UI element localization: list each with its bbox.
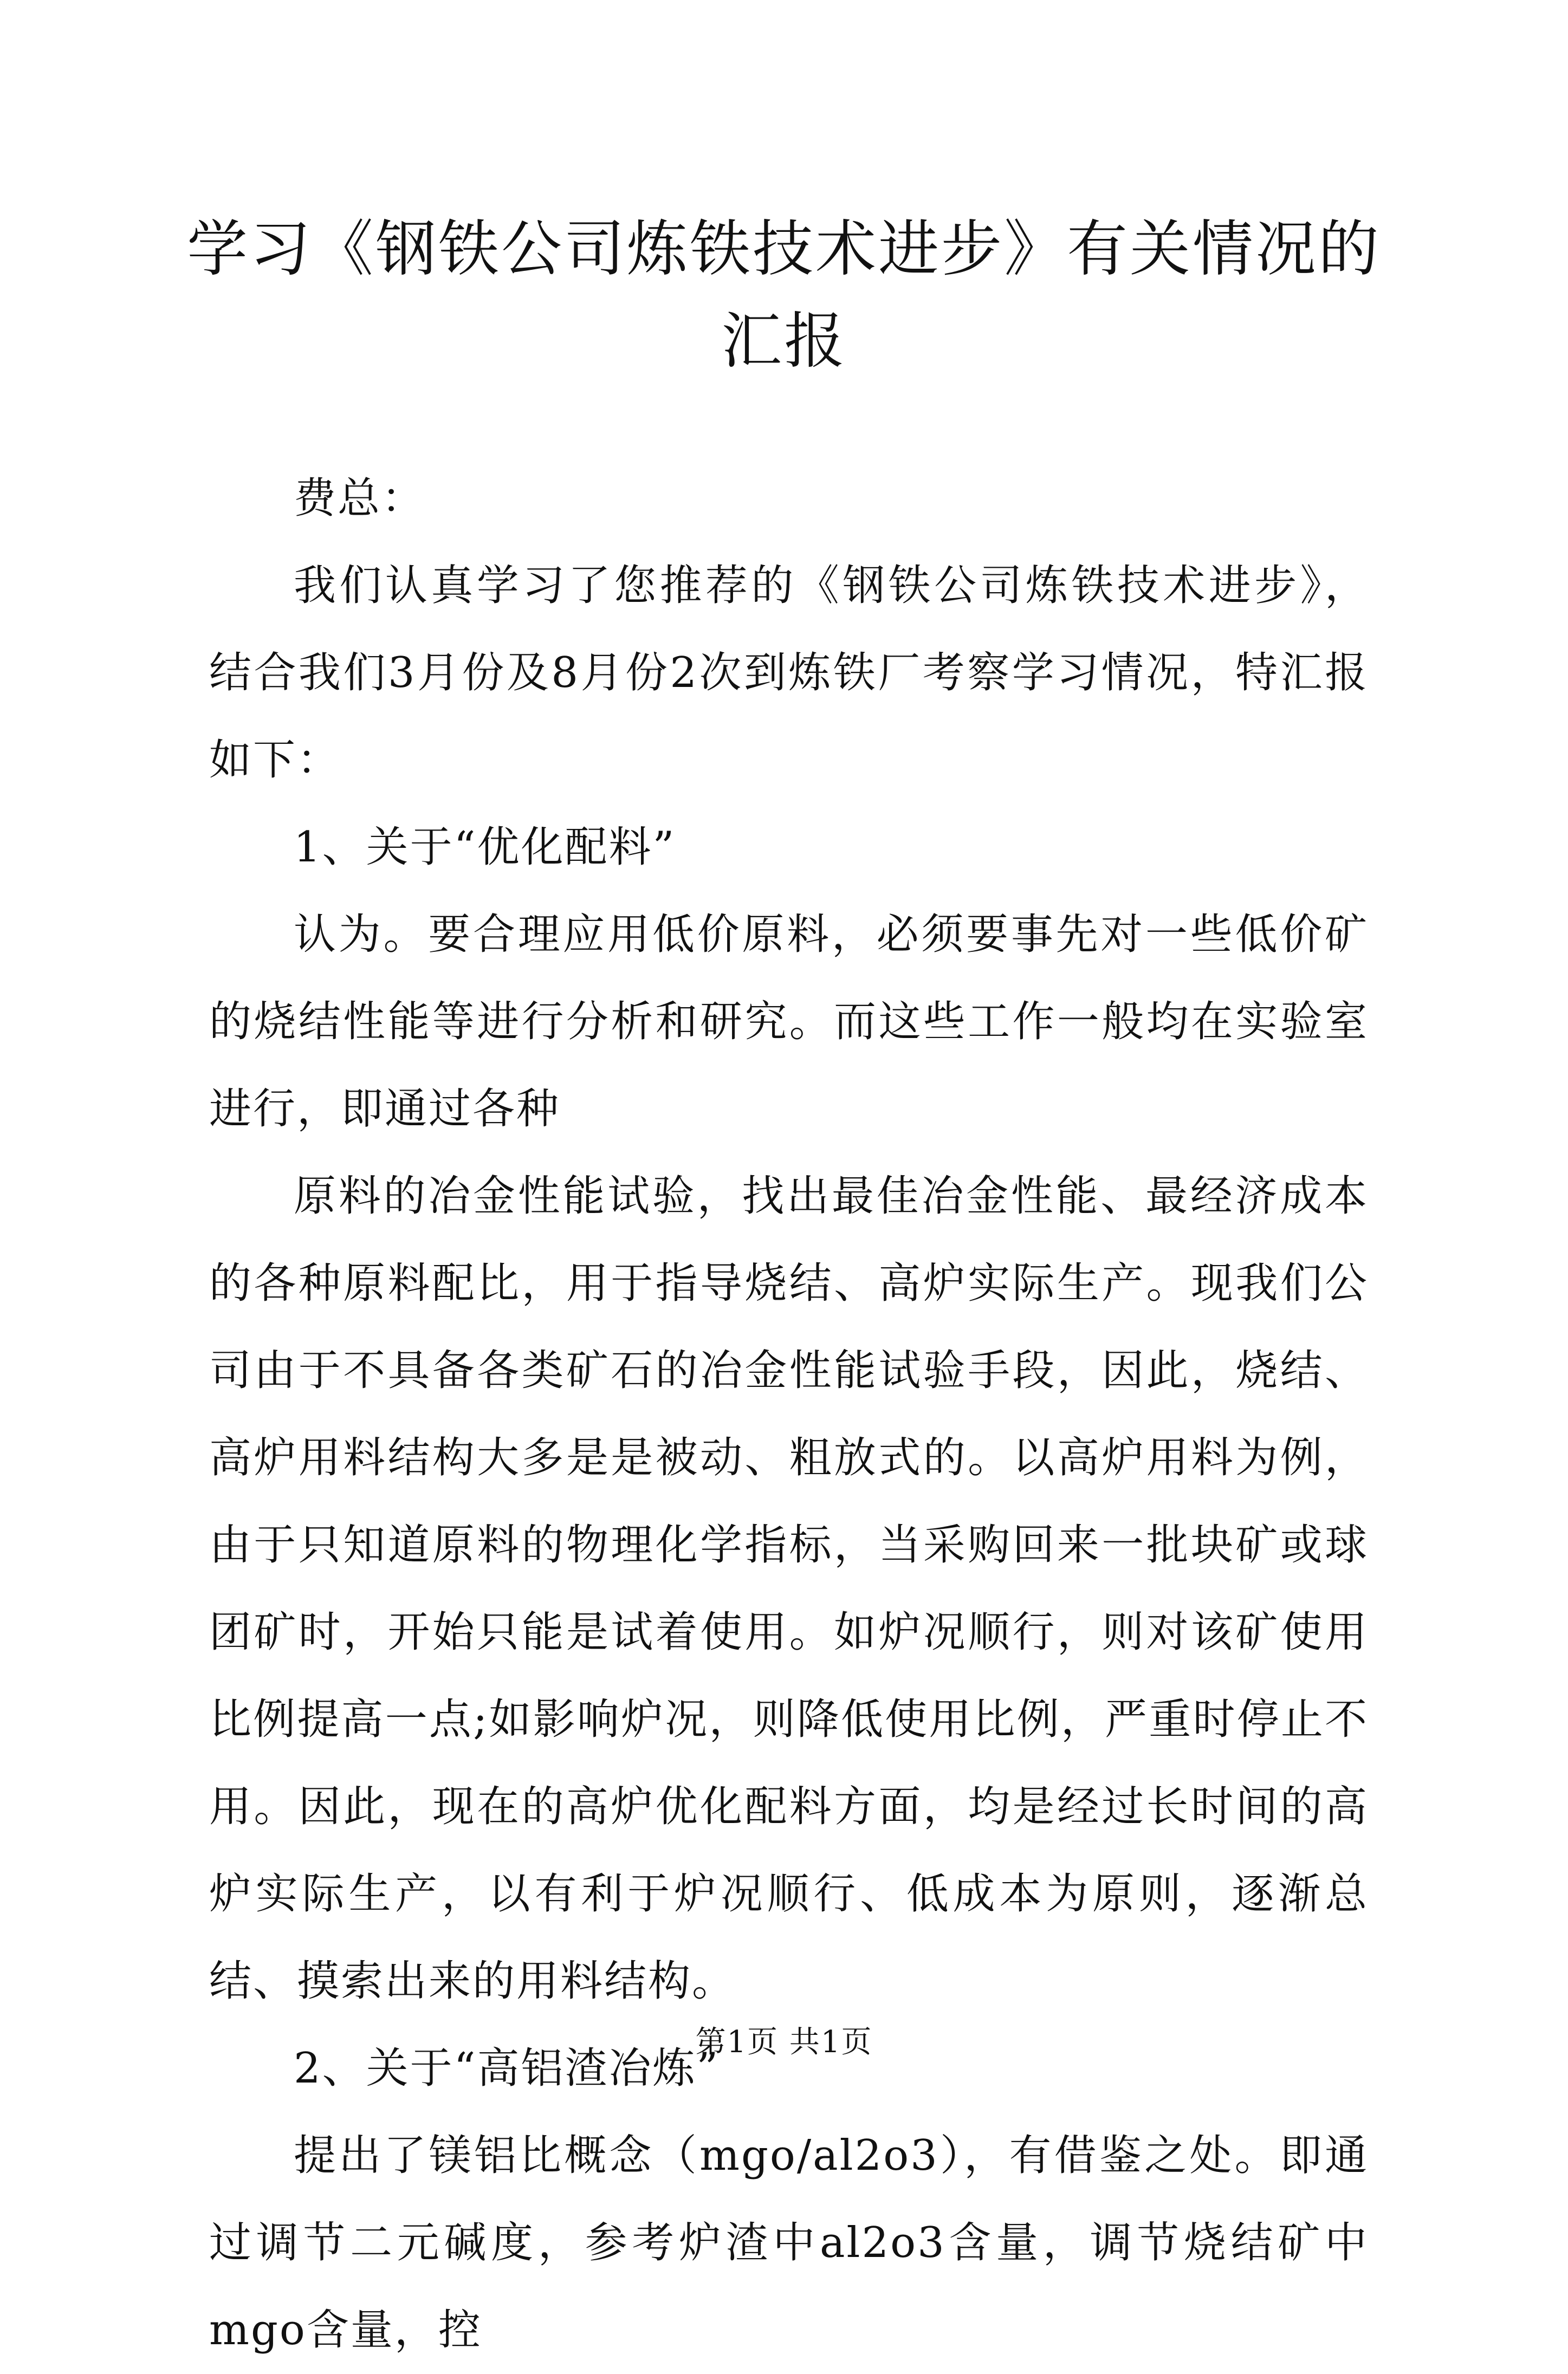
- paragraph-intro: 我们认真学习了您推荐的《钢铁公司炼铁技术进步》，结合我们3月份及8月份2次到炼铁厂考察学习情况，特汇报如下：: [209, 561, 1369, 784]
- page-footer: 第1页 共1页: [695, 2025, 873, 2060]
- document-title: 学习《钢铁公司炼铁技术进步》有关情况的汇报: [187, 214, 1381, 377]
- paragraph-2a: 提出了镁铝比概念（mgo/al2o3），有借鉴之处。即通过调节二元碱度，参考炉渣中al2o3含量，调节烧结矿中mgo含量，控: [209, 2131, 1369, 2354]
- paragraph-1b: 原料的冶金性能试验，找出最佳冶金性能、最经济成本的各种原料配比，用于指导烧结、高炉实际生产。现我们公司由于不具备各类矿石的冶金性能试验手段，因此，烧结、高炉用料结构大多是是被动、粗放式的。以高炉用料为例，由于只知道原料的物理化学指标，当采购回来一批块矿或球团矿时，开始只能是试着使用。如炉况顺行，则对该矿使用比例提高一点;如影响炉况，则降低使用比例，严重时停止不用。因此，现在的高炉优化配料方面，均是经过长时间的高炉实际生产，以有利于炉况顺行、低成本为原则，逐渐总结、摸索出来的用料结构。: [209, 1172, 1369, 2006]
- section-heading-2: 2、关于“高铝渣冶炼”: [294, 2044, 720, 2093]
- document-body: [209, 455, 1369, 2374]
- paragraph-1a: 认为。要合理应用低价原料，必须要事先对一些低价矿的烧结性能等进行分析和研究。而这些工作一般均在实验室进行，即通过各种: [209, 910, 1369, 1133]
- salutation: 费总：: [294, 474, 426, 523]
- section-heading-1: 1、关于“优化配料”: [294, 823, 676, 872]
